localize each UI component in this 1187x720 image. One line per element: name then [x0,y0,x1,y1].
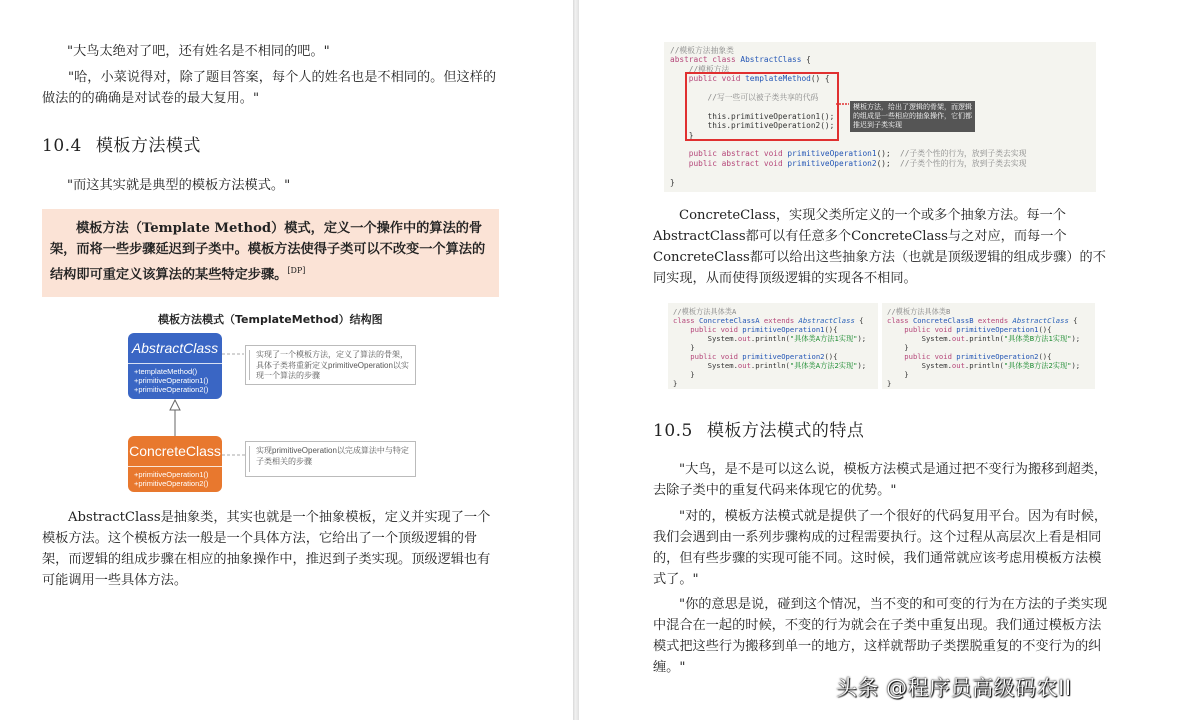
code-line: } [673,370,695,379]
code-line: } [887,370,909,379]
code-line: } [670,130,694,140]
code-line [673,334,873,343]
abstract-class-name: AbstractClass [131,340,219,356]
template-method-annotation: 模板方法，给出了逻辑的骨架，而逻辑 的组成是一些相应的抽象操作，它们都 推迟到子类实现 [850,101,975,132]
left-page [0,0,573,720]
op-template-method: +templateMethod() [134,367,198,376]
code-method: primitiveOperation1 [742,325,825,334]
code-line: //模板方法具体类A [673,307,737,316]
code-line [887,361,1090,370]
code-text: { [801,55,811,65]
code-line: } [887,343,909,352]
code-string: "具体类B方法1实现" [1003,334,1072,343]
code-line: } [670,177,675,187]
code-keyword: public abstract void [670,158,788,168]
abstract-class-note: 实现了一个模板方法，定义了算法的骨架，具体子类将重新定义primitiveOperation以实现一个算法的步骤 [245,345,416,385]
code-keyword: class [887,316,913,325]
code-text: System. [673,361,738,370]
code-classname: ConcreteClassA [698,316,760,325]
code-text: System. [887,334,952,343]
code-text: (); [876,158,901,168]
paragraph-concrete-class: ConcreteClass，实现父类所定义的一个或多个抽象方法。每一个AbstractClass都可以有任意多个ConcreteClass与之对应，而每一个ConcreteClass都可以给出这些抽象方法（也就是顶级逻辑的组成步骤）的不同实现，从而使得顶级逻辑的实现各不相同。 [653,208,1106,286]
code-method: primitiveOperation1 [787,149,877,159]
code-text: (){ [1038,325,1052,334]
code-line: //模板方法 [670,64,730,74]
code-field: out [737,361,751,370]
code-keyword: public void [887,352,957,361]
section-heading-10-5 [653,416,864,441]
code-line: } [673,379,678,388]
section-number: 10.5 [653,421,693,441]
code-line [887,352,1090,361]
code-text: System. [673,334,738,343]
concrete-note-connector [222,450,247,460]
concrete-class-ops [128,466,222,491]
watermark: 头条 @程序员高级码农II [836,676,1072,700]
code-line: this.primitiveOperation2(); [670,121,835,131]
definition-body: 模板方法（Template Method）模式，定义一个操作中的算法的骨架，而将一些步骤延迟到子类中。模板方法使得子类可以不改变一个算法的结构即可重定义该算法的某些特定步骤。 [50,221,486,283]
section-title: 模板方法模式的特点 [706,421,865,441]
code-keyword: class [673,316,699,325]
code-line [670,55,1090,64]
inheritance-arrow-icon [170,400,180,410]
concrete-class-note: 实现primitiveOperation以完成算法中与特定子类相关的步骤 [245,441,416,477]
code-keyword: public void [673,325,743,334]
annotation-pointer-icon [836,100,850,108]
code-text: .println( [964,361,1004,370]
code-field: out [737,334,751,343]
right-page [579,0,1187,720]
code-line: } [673,343,695,352]
code-method: primitiveOperation2 [956,352,1039,361]
code-field: out [951,334,965,343]
figure-title: 模板方法模式（TemplateMethod）结构图 [158,313,383,326]
code-text: .println( [750,334,790,343]
paragraph-quote-3: "而这其实就是典型的模板方法模式。" [67,178,291,193]
code-text: { [854,316,864,325]
code-line [887,334,1090,343]
code-concrete-class-b [882,303,1095,389]
code-method: primitiveOperation1 [956,325,1039,334]
concrete-class-name: ConcreteClass [129,443,221,459]
code-keyword: public void [673,352,743,361]
code-line [673,325,873,334]
code-text: { [1068,316,1078,325]
code-comment: //子类个性的行为，放到子类去实现 [900,149,1027,159]
code-text: ); [1071,361,1081,370]
op-primitive-2: +primitiveOperation2() [134,385,209,394]
code-method: primitiveOperation2 [742,352,825,361]
code-superclass: AbstractClass [798,316,855,325]
code-keyword: extends [973,316,1013,325]
code-keyword: public void [887,325,957,334]
code-line: //写一些可以被子类共享的代码 [670,93,819,103]
code-line [673,361,873,370]
code-text: System. [887,361,952,370]
code-text: (); [876,149,901,159]
code-line [887,325,1090,334]
code-text: (){ [1038,352,1052,361]
code-keyword: abstract class [670,55,741,65]
code-keyword: extends [759,316,799,325]
code-superclass: AbstractClass [1012,316,1069,325]
code-text: .println( [964,334,1004,343]
definition-text [50,218,492,285]
paragraph-quote-4: "大鸟，是不是可以这么说，模板方法模式是通过把不变行为搬移到超类，去除子类中的重复代码来体现它的优势。" [653,462,1108,498]
code-string: "具体类A方法2实现" [789,361,858,370]
section-number: 10.4 [42,136,82,156]
paragraph-quote-6: "你的意思是说，碰到这个情况，当不变的和可变的行为在方法的子类实现中混合在一起的时候，不变的行为就会在子类中重复出现。我们通过模板方法模式把这些行为搬移到单一的地方，这样就帮助子类摆脱重复的不变行为的纠缠。" [653,597,1108,675]
code-line: //模板方法具体类B [887,307,951,316]
code-classname: AbstractClass [740,55,802,65]
code-line: this.primitiveOperation1(); [670,111,835,121]
code-text: ); [857,334,867,343]
code-field: out [951,361,965,370]
code-text: (){ [824,325,838,334]
definition-ref: [DP] [287,266,306,275]
code-text: ); [1071,334,1081,343]
op-primitive-2: +primitiveOperation2() [134,479,209,488]
uml-connectors [120,340,250,440]
code-text: .println( [750,361,790,370]
code-keyword: public abstract void [670,149,788,159]
code-string: "具体类A方法1实现" [789,334,858,343]
code-line [673,352,873,361]
code-text: () { [810,74,830,84]
code-comment: //子类个性的行为，放到子类去实现 [900,158,1027,168]
code-line [670,159,1090,168]
code-blank [670,168,1090,177]
paragraph-quote-2: "哈，小菜说得对，除了题目答案，每个人的姓名也是不相同的。但这样的做法的的确确是对试卷的最大复用。" [42,70,497,106]
paragraph-quote-5: "对的，模板方法模式就是提供了一个很好的代码复用平台。因为有时候，我们会遇到由一系列步骤构成的过程需要执行。这个过程从高层次上看是相同的，但有些步骤的实现可能不同。这时候，我们通常就应该考虑用模板方法模式了。" [653,509,1108,587]
section-title: 模板方法模式 [95,136,201,156]
paragraph-abstract-class: AbstractClass是抽象类，其实也就是一个抽象模板，定义并实现了一个模板方法。这个模板方法一般是一个具体方法，它给出了一个顶级逻辑的骨架，而逻辑的组成步骤在相应的抽象操作中，推迟到子类实现。顶级逻辑也有可能调用一些具体方法。 [42,510,491,588]
code-line [670,149,1090,158]
code-method: templateMethod [745,74,811,84]
op-primitive-1: +primitiveOperation1() [134,376,209,385]
paragraph-quote-1: "大鸟太绝对了吧，还有姓名是不相同的吧。" [67,44,330,59]
code-text: ); [857,361,867,370]
code-string: "具体类B方法2实现" [1003,361,1072,370]
template-method-highlight [685,72,839,141]
code-method: primitiveOperation2 [787,158,877,168]
code-line [887,316,1090,325]
code-line [673,316,873,325]
code-line: } [887,379,892,388]
section-heading-10-4 [42,131,201,156]
op-primitive-1: +primitiveOperation1() [134,470,209,479]
code-classname: ConcreteClassB [912,316,974,325]
definition-callout [42,209,499,297]
concrete-class-box [128,436,222,492]
code-keyword: public void [670,74,746,84]
code-concrete-class-a [668,303,878,389]
code-line: //模板方法抽象类 [670,46,734,55]
code-text: (){ [824,352,838,361]
